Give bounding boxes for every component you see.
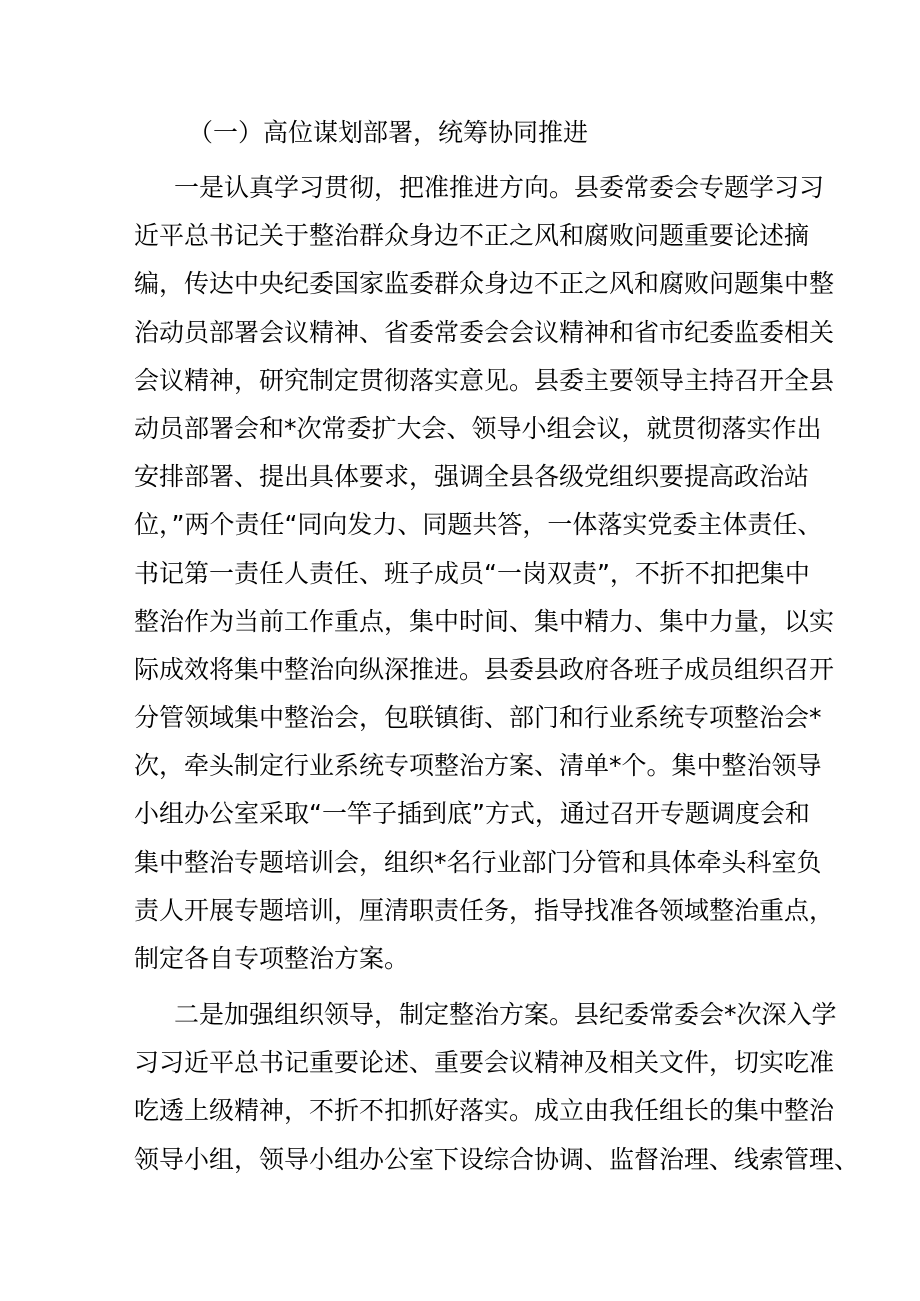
paragraph-line: 近平总书记关于整治群众身边不正之风和腐败问题重要论述摘: [134, 221, 810, 251]
paragraph-line: 编，传达中央纪委国家监委群众身边不正之风和腐败问题集中整: [134, 269, 835, 299]
paragraph-line: 责人开展专题培训，厘清职责任务，指导找准各领域整治重点，: [134, 895, 835, 925]
paragraph-line: 书记第一责任人责任、班子成员“一岗双责”，不折不扣把集中: [134, 558, 810, 588]
paragraph-1: [134, 164, 835, 983]
paragraph-line: 集中整治专题培训会，组织*名行业部门分管和具体牵头科室负: [134, 847, 822, 877]
paragraph-line: 位，”两个责任“同向发力、同题共答，一体落实党委主体责任、: [134, 510, 823, 540]
paragraph-line: 制定各自专项整治方案。: [134, 944, 410, 973]
paragraph-line: 动员部署会和*次常委扩大会、领导小组会议，就贯彻落实作出: [134, 413, 822, 443]
paragraph-line: 次，牵头制定行业系统专项整治方案、清单*个。集中整治领导: [134, 751, 822, 781]
paragraph-line: 习习近平总书记重要论述、重要会议精神及相关文件，切实吃准: [134, 1048, 835, 1078]
paragraph-line: 会议精神，研究制定贯彻落实意见。县委主要领导主持召开全县: [134, 365, 835, 395]
section-heading: （一）高位谋划部署，统筹协同推进: [188, 118, 589, 147]
paragraph-line: 治动员部署会议精神、省委常委会会议精神和省市纪委监委相关: [134, 317, 835, 347]
paragraph-line: 吃透上级精神，不折不扣抓好落实。成立由我任组长的集中整治: [134, 1096, 835, 1126]
paragraph-line: 小组办公室采取“一竿子插到底”方式，通过召开专题调度会和: [134, 799, 810, 829]
paragraph-line: 一是认真学习贯彻，把准推进方向。县委常委会专题学习习: [174, 173, 825, 202]
paragraph-2: [134, 991, 860, 1184]
paragraph-line: 二是加强组织领导，制定整治方案。县纪委常委会*次深入学: [174, 1000, 837, 1029]
paragraph-line: 安排部署、提出具体要求，强调全县各级党组织要提高政治站: [134, 462, 810, 492]
paragraph-line: 分管领域集中整治会，包联镇街、部门和行业系统专项整治会*: [134, 703, 822, 733]
paragraph-line: 领导小组，领导小组办公室下设综合协调、监督治理、线索管理、: [134, 1144, 860, 1174]
paragraph-line: 整治作为当前工作重点，集中时间、集中精力、集中力量，以实: [134, 606, 835, 636]
paragraph-line: 际成效将集中整治向纵深推进。县委县政府各班子成员组织召开: [134, 654, 835, 684]
